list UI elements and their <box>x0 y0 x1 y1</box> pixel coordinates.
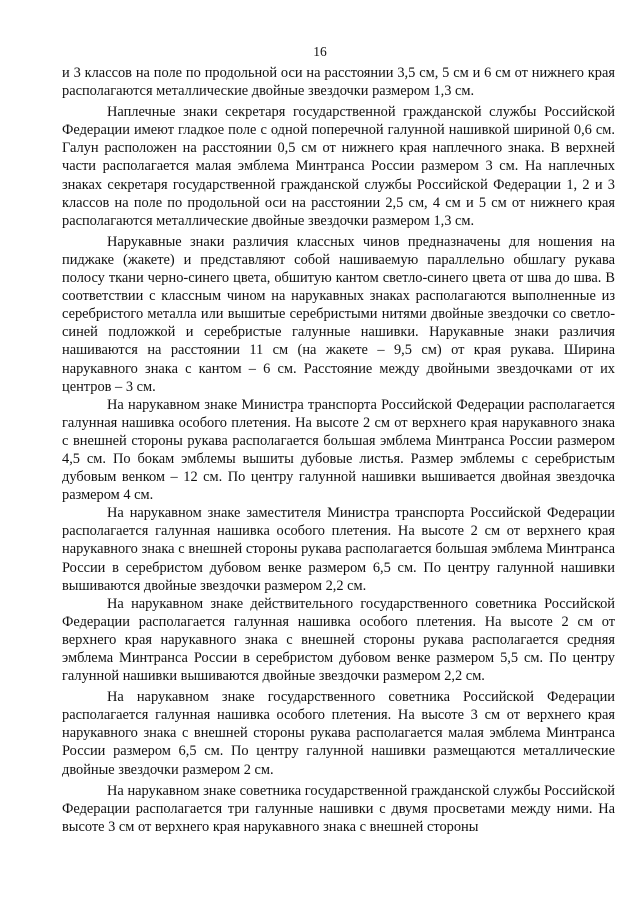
paragraph-continuation: и 3 классов на поле по продольной оси на расстоянии 3,5 см, 5 см и 6 см от нижнего края располагаются металлические двойные звездочки размером 1,3 см. <box>62 65 615 100</box>
paragraph-state-advisor-sleeve: На нарукавном знаке государственного советника Российской Федерации располагается галунная нашивка особого плетения. На высоте 3 см от верхнего края нарукавного знака с внешней стороны рукава располагается малая эмблема Минтранса России размером 6,5 см. По центру галунной нашивки размещаются металлические двойные звездочки размером 2 см. <box>62 689 615 778</box>
paragraph-sleeve-insignia-general: Нарукавные знаки различия классных чинов предназначены для ношения на пиджаке (жакете) и представляют собой нашиваемую параллельно обшлагу рукава полосу ткани черно-синего цвета, обшитую кантом светло-синего цвета от шва до шва. В соответствии с классным чином на нарукавных знаках располагаются выполненные из серебристого металла или вышитые серебристыми нитями двойные звездочки со светло-синей подложкой и серебристые галунные нашивки. Нарукавные знаки различия нашиваются на расстоянии 11 см (на жакете – 9,5 см) от края рукава. Ширина нарукавного знака с кантом – 6 см. Расстояние между двойными звездочками от их центров – 3 см. <box>62 233 615 395</box>
document-body <box>62 64 615 836</box>
paragraph-secretary-shoulder-marks: Наплечные знаки секретаря государственной гражданской службы Российской Федерации имеют гладкое поле с одной поперечной галунной нашивкой шириной 0,6 см. Галун расположен на расстоянии 0,5 см от нижнего края наплечного знака. В верхней части располагается малая эмблема Минтранса России размером 3 см. На наплечных знаках секретаря государственной гражданской службы Российской Федерации 1, 2 и 3 классов на поле по продольной оси на расстоянии 2,5 см, 4 см и 5 см от нижнего края располагаются металлические двойные звездочки размером 1,3 см. <box>62 104 615 229</box>
paragraph-minister-sleeve: На нарукавном знаке Министра транспорта Российской Федерации располагается галунная нашивка особого плетения. На высоте 2 см от верхнего края нарукавного знака с внешней стороны рукава располагается большая эмблема Минтранса России размером 4,5 см. По бокам эмблемы вышиты дубовые листья. Размер эмблемы с серебристым дубовым венком – 12 см. По центру галунной нашивки вышивается двойная звездочка размером 4 см. <box>62 396 615 504</box>
page-number: 16 <box>313 44 327 59</box>
paragraph-civil-service-advisor-sleeve: На нарукавном знаке советника государственной гражданской службы Российской Федерации располагается три галунные нашивки с двумя просветами между ними. На высоте 3 см от верхнего края нарукавного знака с внешней стороны <box>62 782 615 835</box>
paragraph-actual-state-advisor-sleeve: На нарукавном знаке действительного государственного советника Российской Федерации располагается галунная нашивка особого плетения. На высоте 2 см от верхнего края нарукавного знака с внешней стороны рукава располагается средняя эмблема Минтранса России в серебристом дубовом венке размером 5,5 см. По центру галунной нашивки вышиваются двойные звездочки размером 2,2 см. <box>62 595 615 685</box>
paragraph-deputy-minister-sleeve: На нарукавном знаке заместителя Министра транспорта Российской Федерации располагается галунная нашивка особого плетения. На высоте 2 см от верхнего края нарукавного знака с внешней стороны рукава располагается большая эмблема Минтранса России в серебристом дубовом венке размером 6,5 см. По центру галунной нашивки вышиваются двойные звездочки размером 2,2 см. <box>62 505 615 594</box>
